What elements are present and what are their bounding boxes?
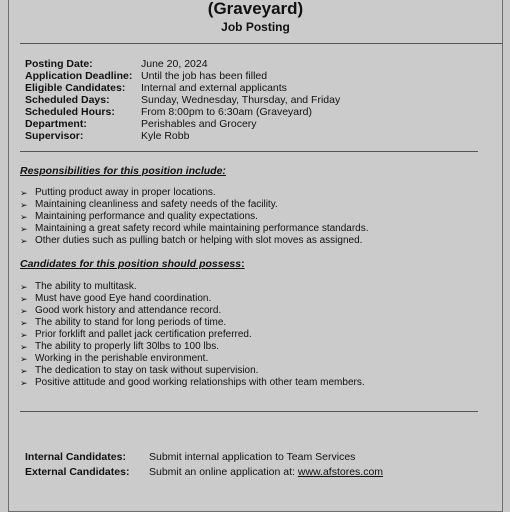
detail-value: Until the job has been filled (141, 70, 268, 82)
detail-row-eligible (25, 82, 340, 94)
website-link[interactable]: www.afstores.com (297, 466, 384, 478)
list-item: ➢ Maintaining a great safety record while maintaining performance standards. (20, 223, 369, 234)
external-row (25, 465, 383, 480)
detail-label: Scheduled Hours: (25, 106, 115, 118)
divider-top (20, 43, 503, 44)
list-item: ➢ Must have good Eye hand coordination. (20, 293, 212, 304)
detail-value: Kyle Robb (141, 130, 190, 142)
arrow-bullet-icon: ➢ (20, 212, 28, 222)
detail-row-supervisor (25, 130, 340, 142)
detail-value: June 20, 2024 (141, 58, 208, 70)
application-instructions (25, 450, 383, 480)
arrow-bullet-icon: ➢ (20, 188, 28, 198)
arrow-bullet-icon: ➢ (20, 282, 28, 292)
detail-value: Sunday, Wednesday, Thursday, and Friday (141, 94, 341, 106)
divider-details (20, 151, 478, 152)
responsibilities-list (20, 187, 369, 247)
arrow-bullet-icon: ➢ (20, 354, 28, 364)
detail-label: Posting Date: (25, 58, 93, 70)
list-item: ➢ Putting product away in proper locations. (20, 187, 216, 198)
arrow-bullet-icon: ➢ (20, 378, 28, 388)
detail-value: Perishables and Grocery (141, 118, 257, 130)
external-label: External Candidates: (25, 466, 130, 478)
arrow-bullet-icon: ➢ (20, 306, 28, 316)
detail-row-department (25, 118, 340, 130)
list-item: ➢ Maintaining cleanliness and safety needs of the facility. (20, 199, 278, 210)
arrow-bullet-icon: ➢ (20, 342, 28, 352)
arrow-bullet-icon: ➢ (20, 294, 28, 304)
list-item: ➢ Maintaining performance and quality expectations. (20, 211, 258, 222)
divider-apply (20, 411, 478, 412)
list-item: ➢ Positive attitude and good working relationships with other team members. (20, 377, 365, 388)
list-item: ➢ The ability to multitask. (20, 281, 137, 292)
detail-label: Eligible Candidates: (25, 82, 126, 94)
posting-title: (Graveyard) (207, 0, 304, 18)
list-item: ➢ Working in the perishable environment. (20, 353, 209, 364)
arrow-bullet-icon: ➢ (20, 224, 28, 234)
detail-row-deadline (25, 70, 340, 82)
list-item: ➢ Prior forklift and pallet jack certification preferred. (20, 329, 252, 340)
arrow-bullet-icon: ➢ (20, 366, 28, 376)
qualifications-list (20, 281, 365, 389)
posting-subtitle: Job Posting (221, 20, 290, 34)
responsibilities-heading: Responsibilities for this position include: (20, 165, 226, 177)
external-text: Submit an online application at: www.afstores.com (149, 466, 384, 478)
detail-row-days (25, 94, 340, 106)
list-item: ➢ Good work history and attendance record. (20, 305, 222, 316)
list-item: ➢ The ability to properly lift 30lbs to 100 lbs. (20, 341, 219, 352)
detail-label: Application Deadline: (25, 70, 133, 82)
arrow-bullet-icon: ➢ (20, 236, 28, 246)
list-item: ➢ The dedication to stay on task without supervision. (20, 365, 259, 376)
qualifications-heading: Candidates for this position should possess: (20, 258, 245, 270)
arrow-bullet-icon: ➢ (20, 200, 28, 210)
detail-row-posting-date (25, 58, 340, 70)
arrow-bullet-icon: ➢ (20, 330, 28, 340)
detail-label: Scheduled Days: (25, 94, 110, 106)
arrow-bullet-icon: ➢ (20, 318, 28, 328)
detail-value: From 8:00pm to 6:30am (Graveyard) (141, 106, 312, 118)
internal-text: Submit internal application to Team Services (149, 451, 356, 463)
detail-label: Department: (25, 118, 87, 130)
detail-value: Internal and external applicants (141, 82, 287, 94)
detail-label: Supervisor: (25, 130, 84, 142)
list-item: ➢ The ability to stand for long periods of time. (20, 317, 227, 328)
detail-row-hours (25, 106, 340, 118)
internal-label: Internal Candidates: (25, 451, 126, 463)
list-item: ➢ Other duties such as pulling batch or helping with slot moves as assigned. (20, 235, 363, 246)
job-details (25, 58, 340, 142)
job-posting-document (8, 0, 503, 512)
internal-row (25, 450, 383, 465)
